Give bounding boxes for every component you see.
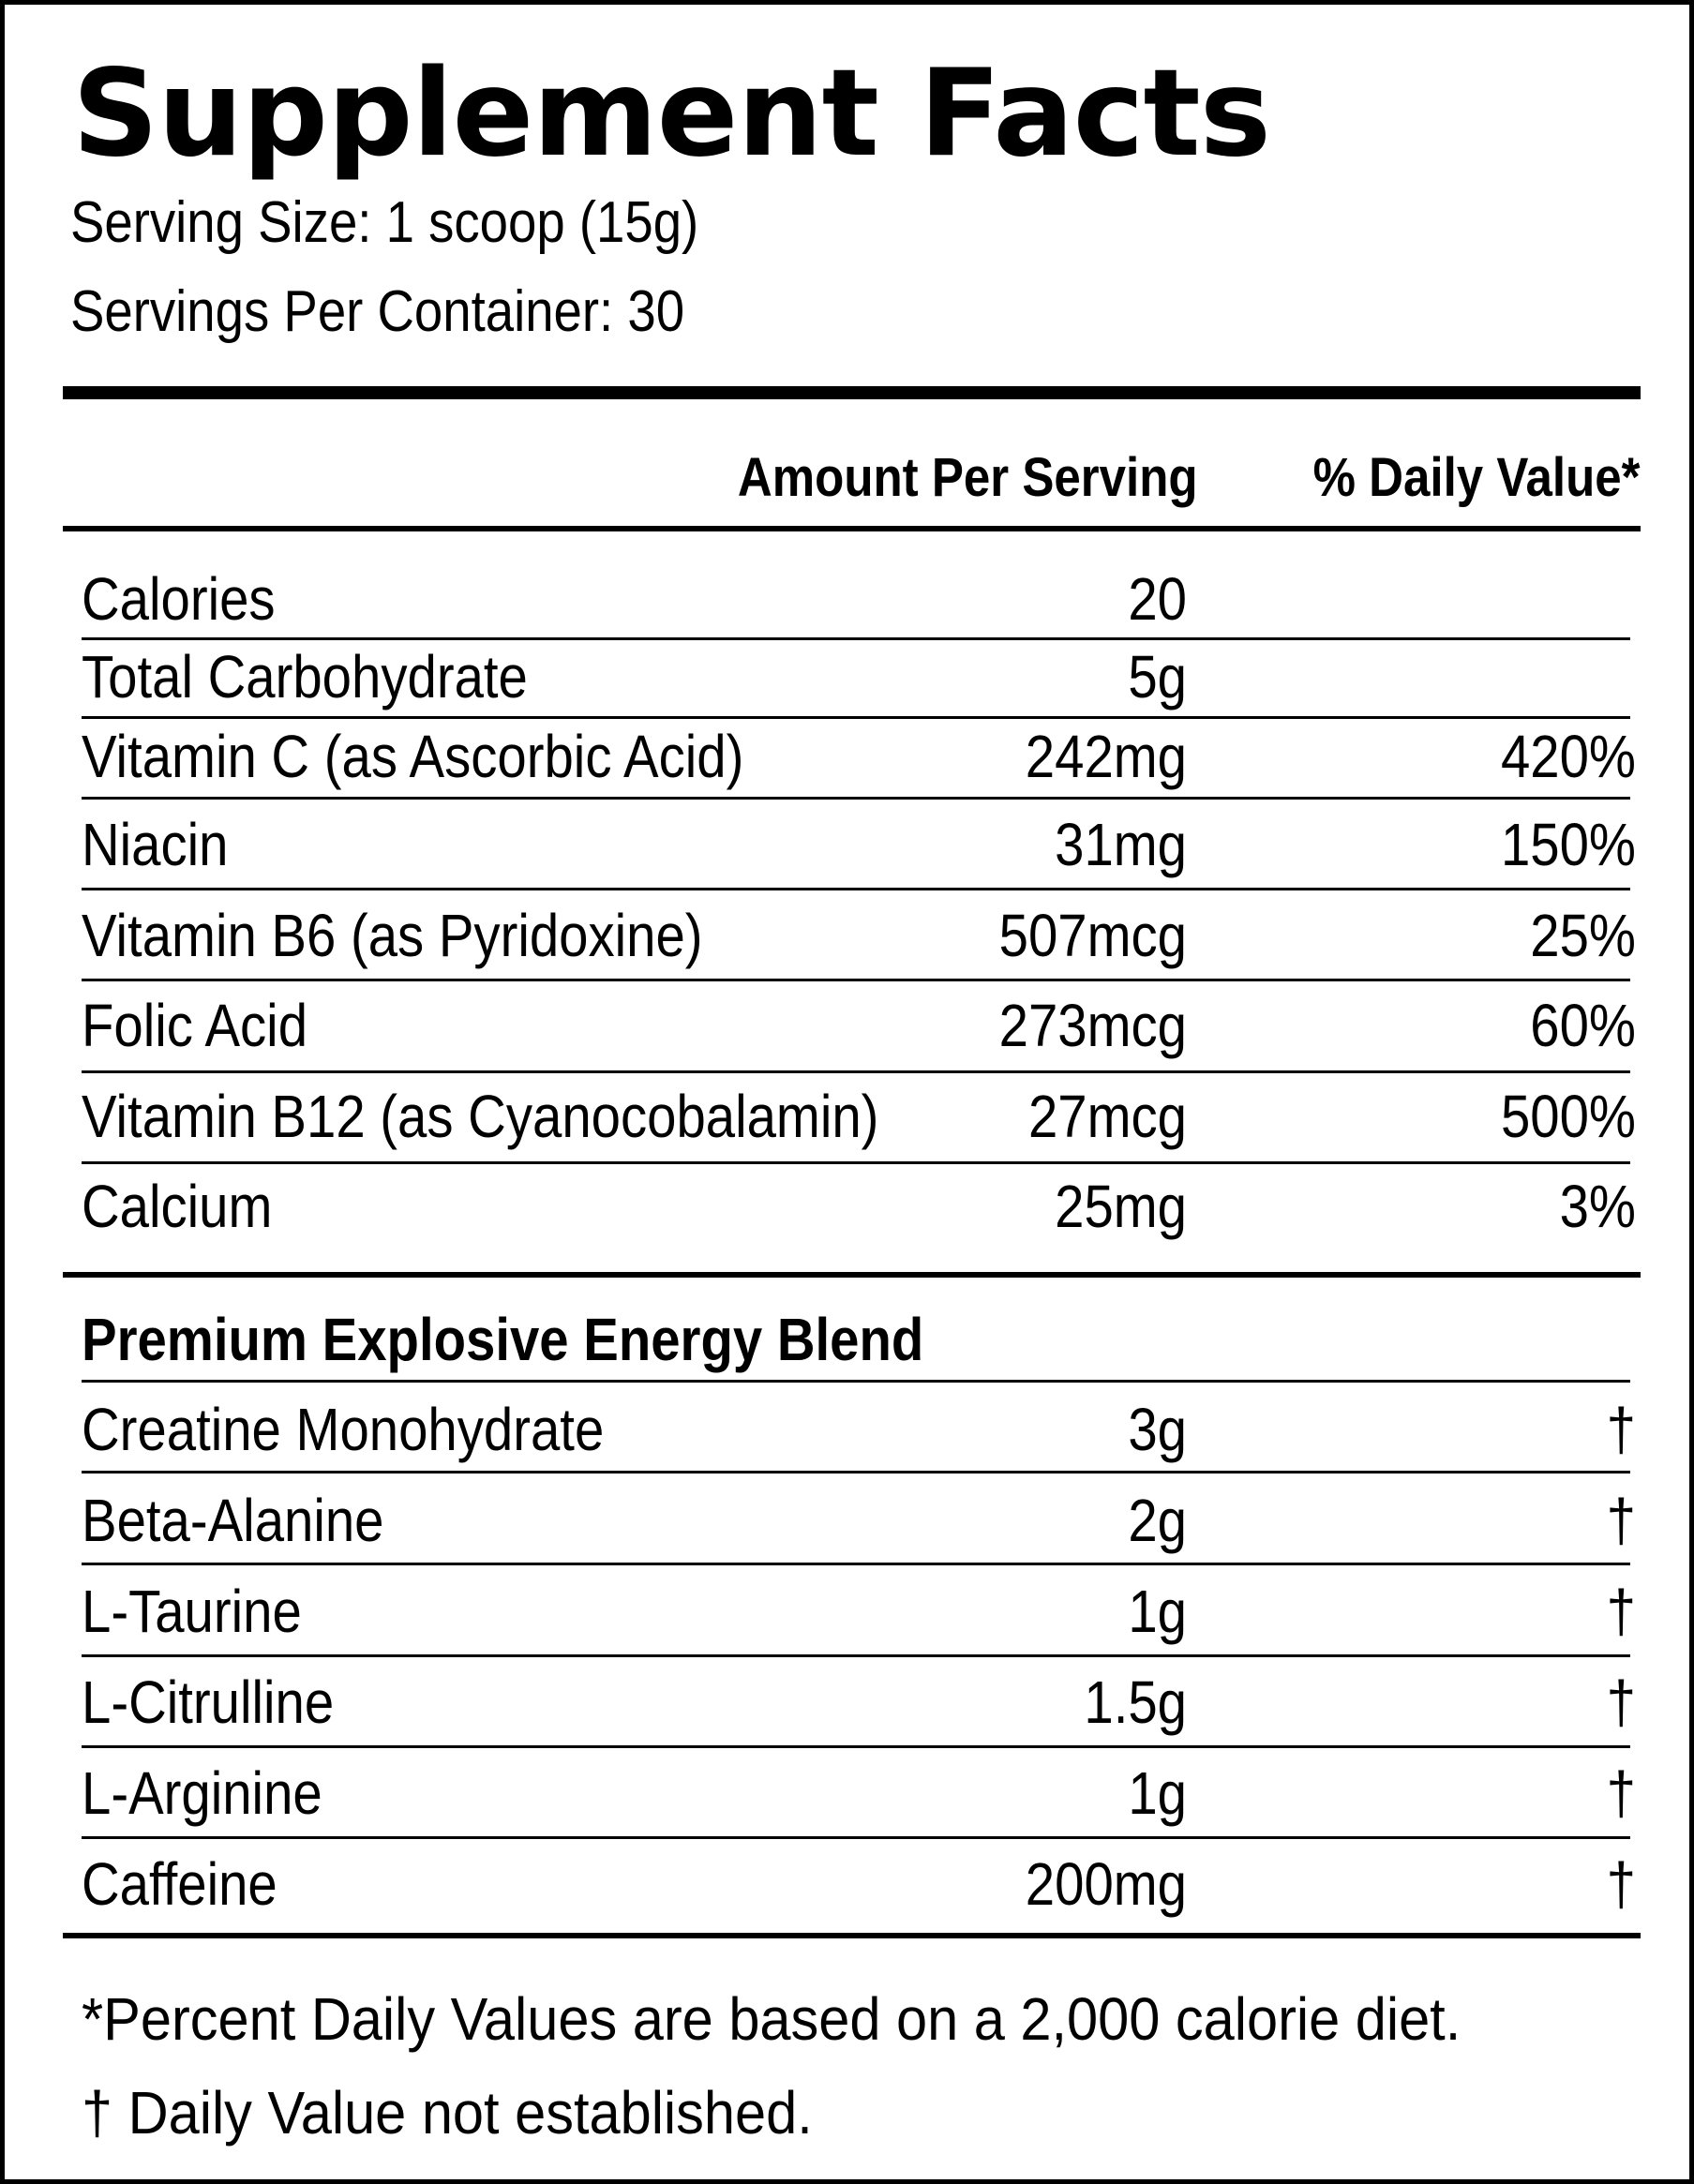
nutrient-name: Vitamin C (as Ascorbic Acid) [82,723,744,790]
blend-item-amount: 1g [1128,1578,1187,1645]
percent-daily-value-footnote: *Percent Daily Values are based on a 2,000 calorie diet. [82,1985,1462,2053]
nutrient-amount: 27mcg [1027,1083,1187,1150]
label-title: Supplement Facts [72,44,1270,184]
blend-item-name: L-Citrulline [82,1668,335,1736]
row-divider [82,888,1630,890]
blend-item-dagger: † [1606,1850,1636,1918]
nutrient-daily-value: 3% [1559,1173,1636,1240]
servings-per-container: Servings Per Container: 30 [70,279,685,344]
blend-item-dagger: † [1606,1487,1636,1554]
row-divider [82,1745,1630,1748]
blend-item-dagger: † [1606,1396,1636,1463]
nutrient-daily-value: 500% [1500,1083,1636,1150]
blend-item-dagger: † [1606,1578,1636,1645]
nutrient-amount: 31mg [1055,811,1187,878]
row-divider [82,797,1630,800]
footer-divider [63,1933,1641,1938]
nutrient-name: Calcium [82,1173,273,1240]
nutrient-name: Vitamin B6 (as Pyridoxine) [82,902,703,969]
nutrient-amount: 507mcg [998,902,1187,969]
blend-item-amount: 3g [1128,1396,1187,1463]
row-divider [82,1380,1630,1383]
blend-item-amount: 2g [1128,1487,1187,1554]
row-divider [82,1654,1630,1657]
nutrient-daily-value: 150% [1500,811,1636,878]
row-divider [82,979,1630,981]
nutrient-name: Folic Acid [82,992,308,1059]
nutrient-amount: 20 [1128,565,1187,633]
nutrient-name: Calories [82,565,276,633]
nutrient-daily-value: 60% [1530,992,1636,1059]
row-divider [82,1836,1630,1839]
blend-item-name: L-Taurine [82,1578,302,1645]
blend-item-name: Beta-Alanine [82,1487,384,1554]
row-divider [82,1070,1630,1073]
nutrient-name: Total Carbohydrate [82,643,528,711]
row-divider [82,1563,1630,1565]
blend-title: Premium Explosive Energy Blend [82,1306,924,1373]
blend-item-name: Caffeine [82,1850,277,1918]
blend-item-amount: 200mg [1025,1850,1187,1918]
nutrient-amount: 242mg [1025,723,1187,790]
row-divider [82,1161,1630,1164]
row-divider [82,1471,1630,1473]
blend-item-name: Creatine Monohydrate [82,1396,605,1463]
blend-item-amount: 1g [1128,1759,1187,1827]
nutrient-daily-value: 420% [1500,723,1636,790]
blend-item-dagger: † [1606,1759,1636,1827]
row-divider [82,716,1630,719]
nutrient-name: Niacin [82,811,229,878]
nutrient-daily-value: 25% [1530,902,1636,969]
blend-item-dagger: † [1606,1668,1636,1736]
row-divider [82,637,1630,640]
daily-value-header: % Daily Value* [1313,447,1641,508]
blend-divider [63,1272,1641,1278]
blend-item-amount: 1.5g [1084,1668,1187,1736]
amount-per-serving-header: Amount Per Serving [738,447,1198,508]
dagger-footnote: † Daily Value not established. [82,2079,813,2147]
nutrient-name: Vitamin B12 (as Cyanocobalamin) [82,1083,879,1150]
thick-divider [63,386,1641,399]
nutrient-amount: 273mcg [998,992,1187,1059]
nutrient-amount: 5g [1128,643,1187,711]
serving-size: Serving Size: 1 scoop (15g) [70,190,699,255]
nutrient-amount: 25mg [1055,1173,1187,1240]
blend-item-name: L-Arginine [82,1759,322,1827]
header-divider [63,526,1641,531]
